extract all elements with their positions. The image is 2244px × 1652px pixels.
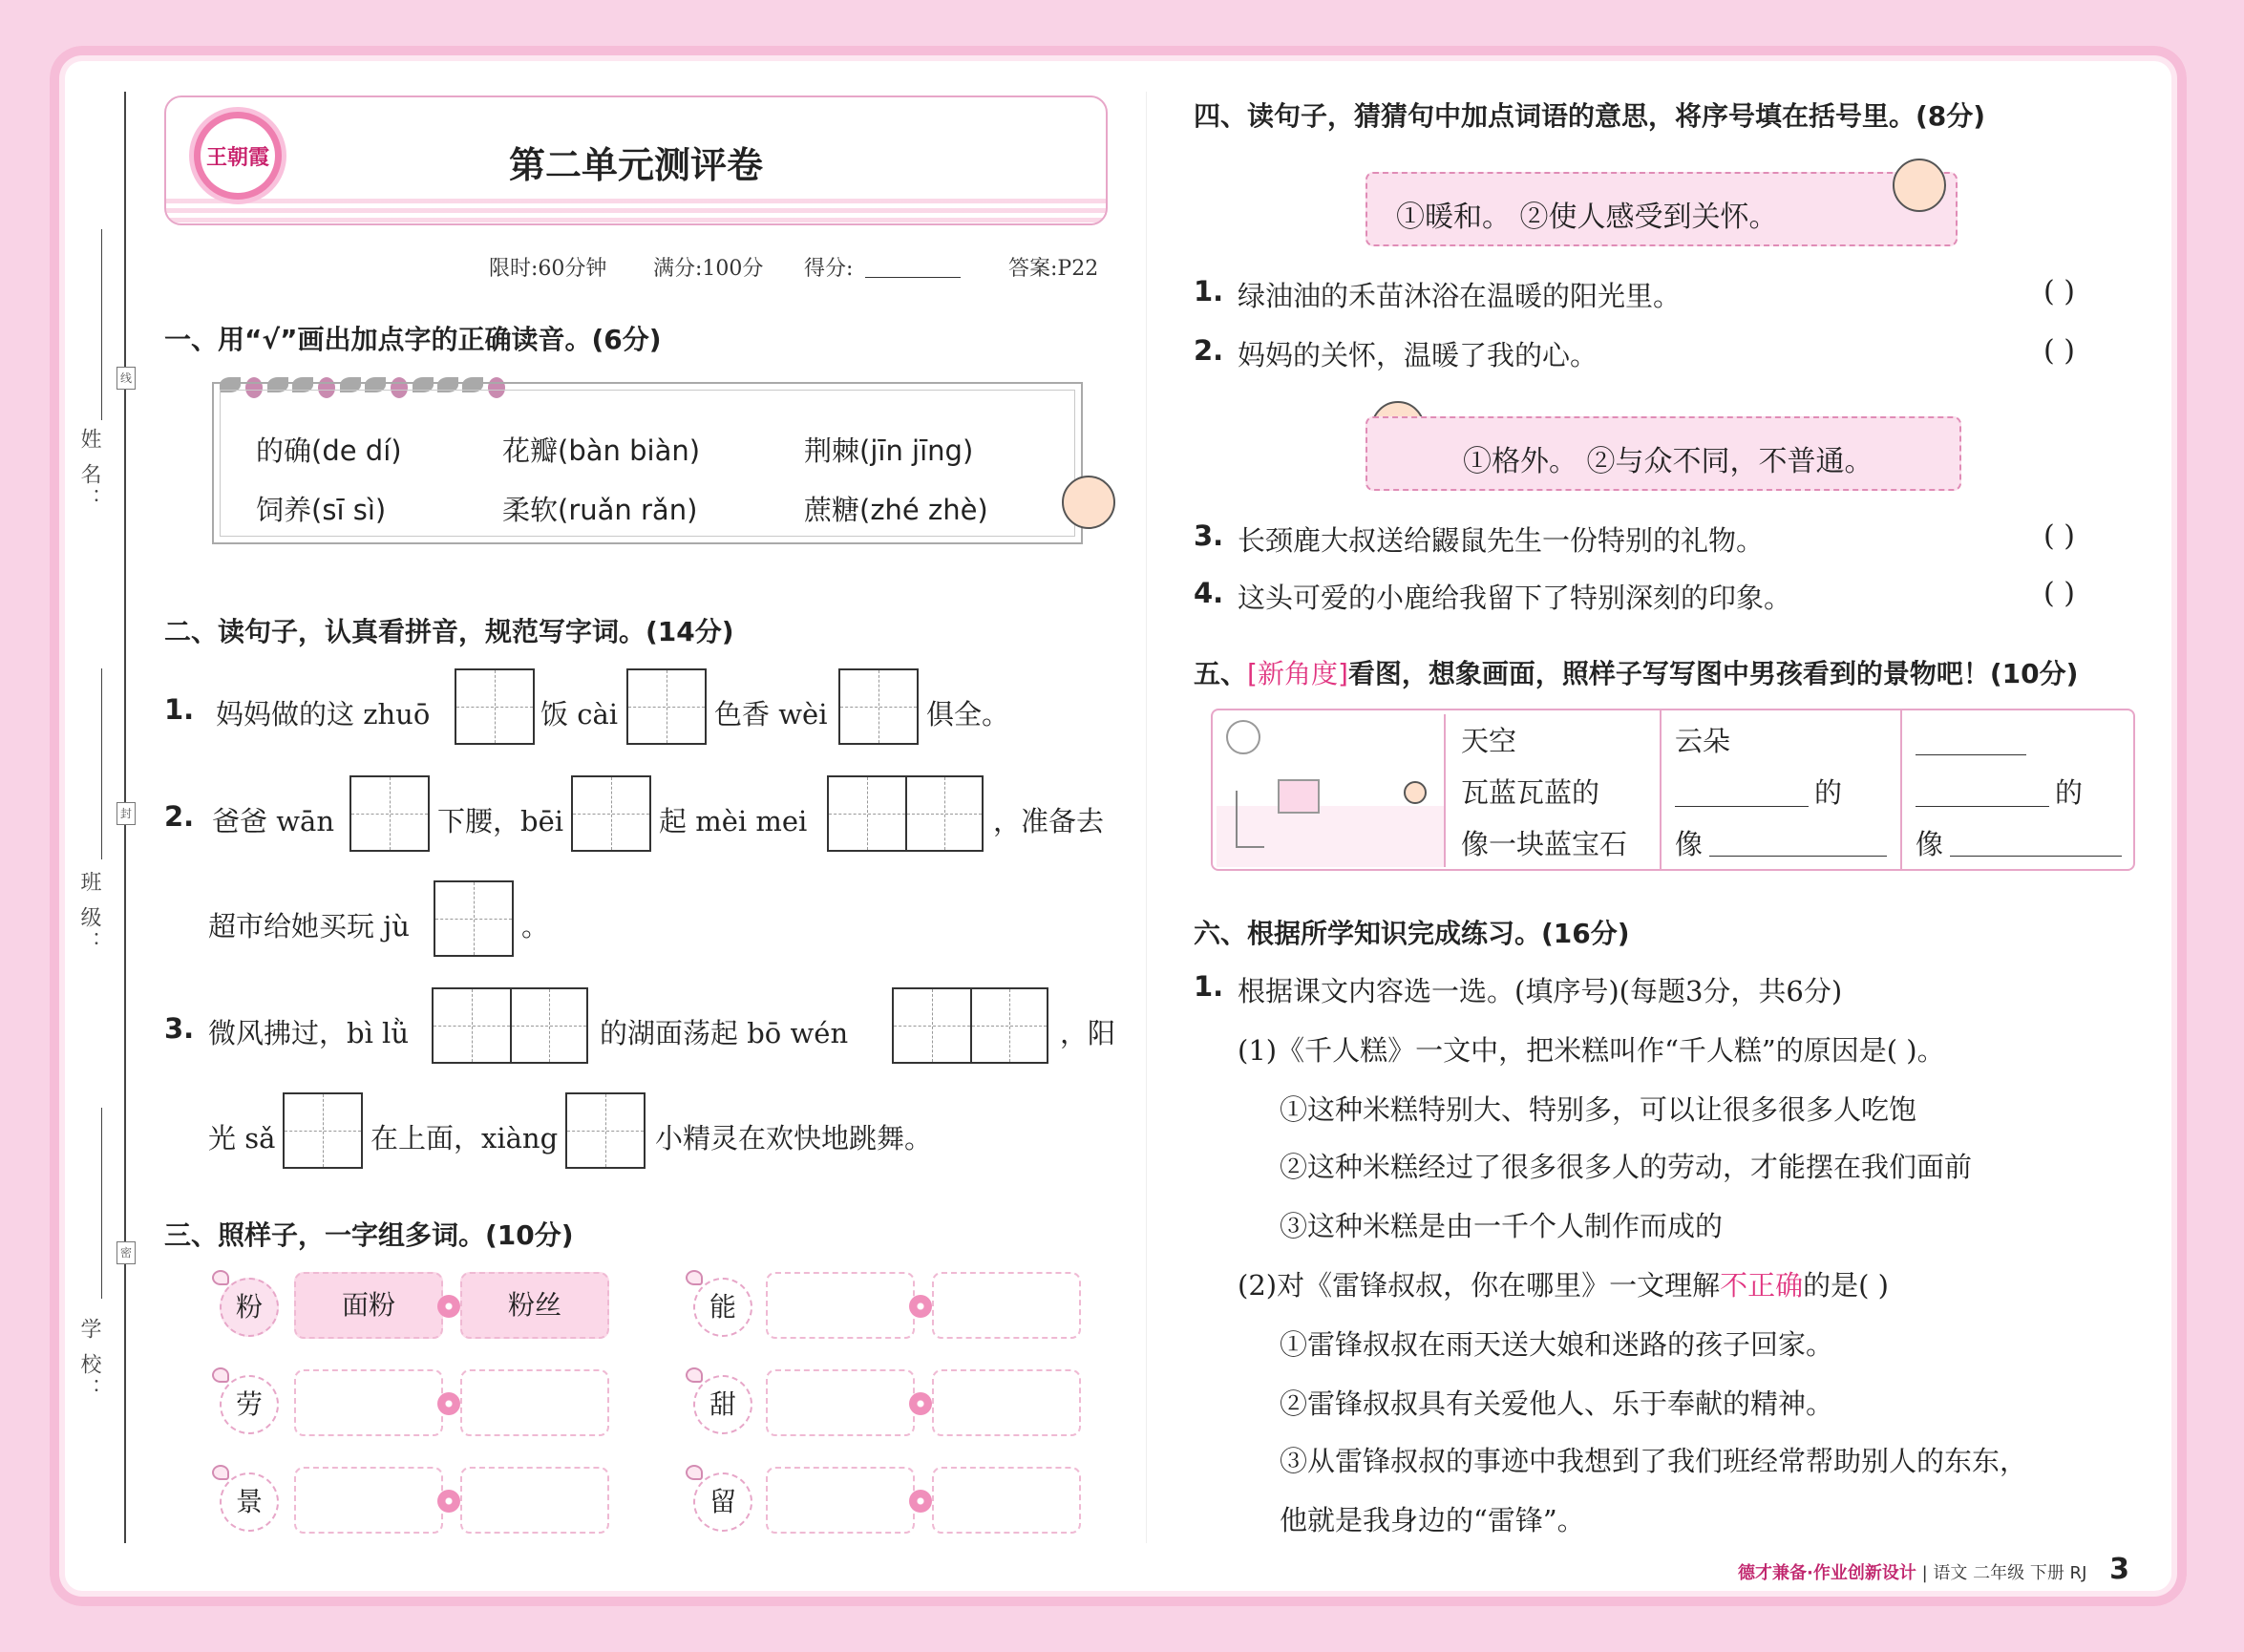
example-line: 像一块蓝宝石 bbox=[1461, 828, 1628, 860]
character-circle: 劳 bbox=[220, 1375, 279, 1434]
example-line: 天空 bbox=[1461, 725, 1517, 757]
flower-icon bbox=[437, 1392, 460, 1415]
butterfly-icon bbox=[212, 1465, 229, 1480]
class-field[interactable] bbox=[101, 668, 102, 859]
word-answer-box[interactable] bbox=[460, 1467, 609, 1534]
butterfly-icon bbox=[686, 1270, 703, 1285]
sentence-text: 。 bbox=[521, 910, 550, 942]
section-5-number: 五、 bbox=[1194, 658, 1248, 689]
choice-option: ①雷锋叔叔在雨天送大娘和迷路的孩子回家。 bbox=[1280, 1328, 1834, 1361]
butterfly-icon bbox=[212, 1270, 229, 1285]
character-circle: 粉 bbox=[220, 1278, 279, 1337]
question-number: 1. bbox=[1194, 970, 1224, 1003]
sub-question-2-text: 的是( ) bbox=[1803, 1269, 1889, 1302]
example-column bbox=[1448, 710, 1662, 869]
word-answer-box[interactable] bbox=[932, 1467, 1081, 1534]
sentence-text: 饭 cài bbox=[540, 698, 619, 731]
meaning-options-text: ①格外。 ②与众不同，不普通。 bbox=[1463, 445, 1874, 478]
sentence-text: ，准备去 bbox=[993, 805, 1105, 837]
column-divider bbox=[1146, 92, 1147, 1543]
pinyin-item[interactable]: 的确(de dí) bbox=[256, 434, 402, 467]
section-3-heading: 三、照样子，一字组多词。(10分) bbox=[164, 1219, 574, 1251]
school-label: 学 校： bbox=[77, 1318, 101, 1403]
section-1-heading: 一、用“√”画出加点字的正确读音。(6分) bbox=[164, 324, 662, 355]
scene-word: 的 bbox=[1814, 776, 1843, 809]
pinyin-item[interactable]: 荆棘(jīn jīng) bbox=[804, 434, 974, 467]
banner-stripe bbox=[166, 199, 1106, 223]
flower-icon bbox=[437, 1295, 460, 1318]
flower-icon bbox=[909, 1490, 932, 1513]
pinyin-item[interactable]: 蔗糖(zhé zhè) bbox=[804, 494, 988, 526]
writing-grid[interactable] bbox=[455, 668, 535, 745]
writing-grid[interactable] bbox=[571, 775, 651, 852]
answer-blank[interactable] bbox=[1709, 856, 1887, 857]
answer-paren[interactable]: ( ) bbox=[2043, 577, 2075, 610]
sentence-text: 超市给她买玩 jù bbox=[208, 910, 410, 942]
sentence-text: ，阳 bbox=[1060, 1017, 1116, 1049]
word-answer-box[interactable] bbox=[460, 1369, 609, 1436]
pinyin-item[interactable]: 饲养(sī sì) bbox=[256, 494, 387, 526]
meaning-options-text: ①暖和。 ②使人感受到关怀。 bbox=[1396, 201, 1778, 234]
answer-paren[interactable]: ( ) bbox=[2043, 519, 2075, 553]
footer-brand: 德才兼备·作业创新设计 bbox=[1738, 1563, 1916, 1583]
answer-column-1 bbox=[1662, 710, 1902, 869]
section-5-heading bbox=[1194, 653, 2078, 691]
flower-icon bbox=[909, 1295, 932, 1318]
choice-option: ③从雷锋叔叔的事迹中我想到了我们班经常帮助别人的东东， bbox=[1280, 1445, 2028, 1477]
question-text: 根据课文内容选一选。(填序号)(每题3分，共6分) bbox=[1238, 975, 1843, 1007]
score-label: 得分: bbox=[804, 257, 854, 281]
meaning-options-1 bbox=[1365, 172, 1958, 246]
scene-table bbox=[1211, 709, 2135, 871]
character-circle: 甜 bbox=[693, 1375, 752, 1434]
scene-word: 像 bbox=[1675, 828, 1704, 860]
time-limit: 限时:60分钟 bbox=[489, 257, 607, 281]
new-angle-tag: [新角度] bbox=[1247, 658, 1348, 689]
pinyin-item[interactable]: 柔软(ruǎn rǎn) bbox=[502, 494, 698, 526]
sentence-text: 在上面，xiàng bbox=[370, 1122, 559, 1154]
writing-grid[interactable] bbox=[283, 1092, 363, 1169]
page-footer bbox=[1738, 1553, 2129, 1586]
sentence-text: 这头可爱的小鹿给我留下了特别深刻的印象。 bbox=[1238, 582, 1792, 614]
sentence-text: 小精灵在欢快地跳舞。 bbox=[655, 1122, 933, 1154]
character-circle: 留 bbox=[693, 1472, 752, 1532]
sentence-text: 爸爸 wān bbox=[212, 805, 335, 837]
sentence-text: 妈妈做的这 zhuō bbox=[216, 698, 431, 731]
binding-mark-secret: 密 bbox=[116, 1241, 136, 1264]
sub-question-1[interactable]: (1)《千人糕》一文中，把米糕叫作“千人糕”的原因是( )。 bbox=[1238, 1034, 1945, 1067]
sentence-text: 绿油油的禾苗沐浴在温暖的阳光里。 bbox=[1238, 280, 1682, 312]
writing-grid[interactable] bbox=[432, 987, 588, 1064]
flower-icon bbox=[437, 1490, 460, 1513]
writing-grid[interactable] bbox=[626, 668, 707, 745]
word-answer-box[interactable] bbox=[766, 1272, 915, 1339]
answer-column-2 bbox=[1902, 710, 2131, 869]
class-label: 班 级： bbox=[77, 871, 101, 956]
school-field[interactable] bbox=[101, 1108, 102, 1299]
choice-option: ②雷锋叔叔具有关爱他人、乐于奉献的精神。 bbox=[1280, 1387, 1834, 1420]
sentence-text: 微风拂过，bì lǜ bbox=[208, 1017, 410, 1049]
scene-word: 像 bbox=[1916, 828, 1944, 860]
scene-word: 的 bbox=[2055, 776, 2084, 809]
score-field[interactable] bbox=[865, 277, 961, 278]
word-answer-box[interactable] bbox=[294, 1467, 443, 1534]
writing-grid[interactable] bbox=[827, 775, 984, 852]
scene-word: 云朵 bbox=[1675, 725, 1731, 757]
binding-mark-line: 线 bbox=[116, 367, 136, 390]
word-answer-box[interactable] bbox=[766, 1369, 915, 1436]
writing-grid[interactable] bbox=[434, 880, 514, 957]
choice-option: ②这种米糕经过了很多很多人的劳动，才能摆在我们面前 bbox=[1280, 1151, 1973, 1183]
sentence-text: 妈妈的关怀，温暖了我的心。 bbox=[1238, 339, 1598, 371]
page-number: 3 bbox=[2109, 1553, 2129, 1586]
answer-blank[interactable] bbox=[1916, 806, 2049, 807]
sentence-text: 起 mèi mei bbox=[659, 805, 808, 837]
sub-question-2-text: (2)对《雷锋叔叔，你在哪里》一文理解 bbox=[1238, 1269, 1721, 1302]
boy-illustration bbox=[1062, 476, 1115, 529]
section-6-heading: 六、根据所学知识完成练习。(16分) bbox=[1194, 918, 1630, 949]
writing-grid[interactable] bbox=[349, 775, 430, 852]
butterfly-icon bbox=[212, 1367, 229, 1383]
question-number: 3. bbox=[1194, 519, 1224, 552]
answer-blank[interactable] bbox=[1675, 806, 1809, 807]
girl-illustration bbox=[1893, 159, 1946, 212]
word-answer-box[interactable] bbox=[294, 1369, 443, 1436]
logo-text: 王朝霞 bbox=[201, 118, 275, 193]
sun-icon bbox=[1226, 720, 1260, 754]
pinyin-item[interactable]: 花瓣(bàn biàn) bbox=[502, 434, 701, 467]
question-number: 4. bbox=[1194, 577, 1224, 609]
sentence-text: 的湖面荡起 bō wén bbox=[600, 1017, 849, 1049]
answer-paren[interactable]: ( ) bbox=[2043, 334, 2075, 368]
example-word: 面粉 bbox=[294, 1272, 443, 1339]
answer-blank[interactable] bbox=[1916, 754, 2026, 755]
name-field[interactable] bbox=[101, 229, 102, 420]
full-score: 满分:100分 bbox=[653, 257, 764, 281]
emphasis-text: 不正确 bbox=[1720, 1269, 1804, 1302]
writing-grid[interactable] bbox=[892, 987, 1048, 1064]
footer-info: | 语文 二年级 下册 RJ bbox=[1921, 1563, 2087, 1583]
word-answer-box[interactable] bbox=[932, 1369, 1081, 1436]
sentence-text: 长颈鹿大叔送给鼹鼠先生一份特别的礼物。 bbox=[1238, 524, 1765, 557]
tree-icon bbox=[1236, 791, 1264, 848]
choice-option: ③这种米糕是由一千个人制作而成的 bbox=[1280, 1210, 1724, 1242]
answer-paren[interactable]: ( ) bbox=[2043, 275, 2075, 308]
question-number: 2. bbox=[1194, 334, 1224, 367]
meaning-options-2 bbox=[1365, 416, 1961, 491]
butterfly-icon bbox=[686, 1367, 703, 1383]
butterfly-icon bbox=[686, 1465, 703, 1480]
writing-grid[interactable] bbox=[565, 1092, 646, 1169]
question-number: 1. bbox=[1194, 275, 1224, 307]
binding-mark-seal: 封 bbox=[116, 802, 136, 825]
answer-blank[interactable] bbox=[1950, 856, 2122, 857]
example-word: 粉丝 bbox=[460, 1272, 609, 1339]
section-2-heading: 二、读句子，认真看拼音，规范写字词。(14分) bbox=[164, 616, 734, 647]
boy-icon bbox=[1404, 781, 1427, 804]
name-label: 姓 名： bbox=[77, 428, 101, 513]
sentence-text: 下腰，bēi bbox=[437, 805, 564, 837]
sub-question-2[interactable] bbox=[1238, 1264, 1889, 1303]
writing-grid[interactable] bbox=[838, 668, 919, 745]
character-circle: 能 bbox=[693, 1278, 752, 1337]
sentence-text: 俱全。 bbox=[926, 698, 1010, 731]
section-5-title: 看图，想象画面，照样子写写图中男孩看到的景物吧！(10分) bbox=[1347, 658, 2079, 689]
title-banner bbox=[164, 95, 1108, 225]
flower-icon bbox=[909, 1392, 932, 1415]
example-line: 瓦蓝瓦蓝的 bbox=[1461, 776, 1600, 809]
word-answer-box[interactable] bbox=[932, 1272, 1081, 1339]
section-4-heading: 四、读句子，猜猜句中加点词语的意思，将序号填在括号里。(8分) bbox=[1194, 100, 1986, 132]
question-number: 1. bbox=[164, 693, 195, 726]
choice-option: 他就是我身边的“雷锋”。 bbox=[1280, 1504, 1585, 1536]
question-number: 3. bbox=[164, 1012, 195, 1045]
sentence-text: 光 sǎ bbox=[208, 1122, 276, 1154]
house-icon bbox=[1278, 779, 1320, 814]
sentence-text: 色香 wèi bbox=[714, 698, 828, 731]
choice-option: ①这种米糕特别大、特别多，可以让很多很多人吃饱 bbox=[1280, 1093, 1917, 1126]
character-circle: 景 bbox=[220, 1472, 279, 1532]
answer-ref: 答案:P22 bbox=[1008, 257, 1099, 281]
question-number: 2. bbox=[164, 800, 195, 833]
page-title: 第二单元测评卷 bbox=[508, 144, 763, 186]
word-answer-box[interactable] bbox=[766, 1467, 915, 1534]
scene-illustration bbox=[1217, 714, 1446, 867]
